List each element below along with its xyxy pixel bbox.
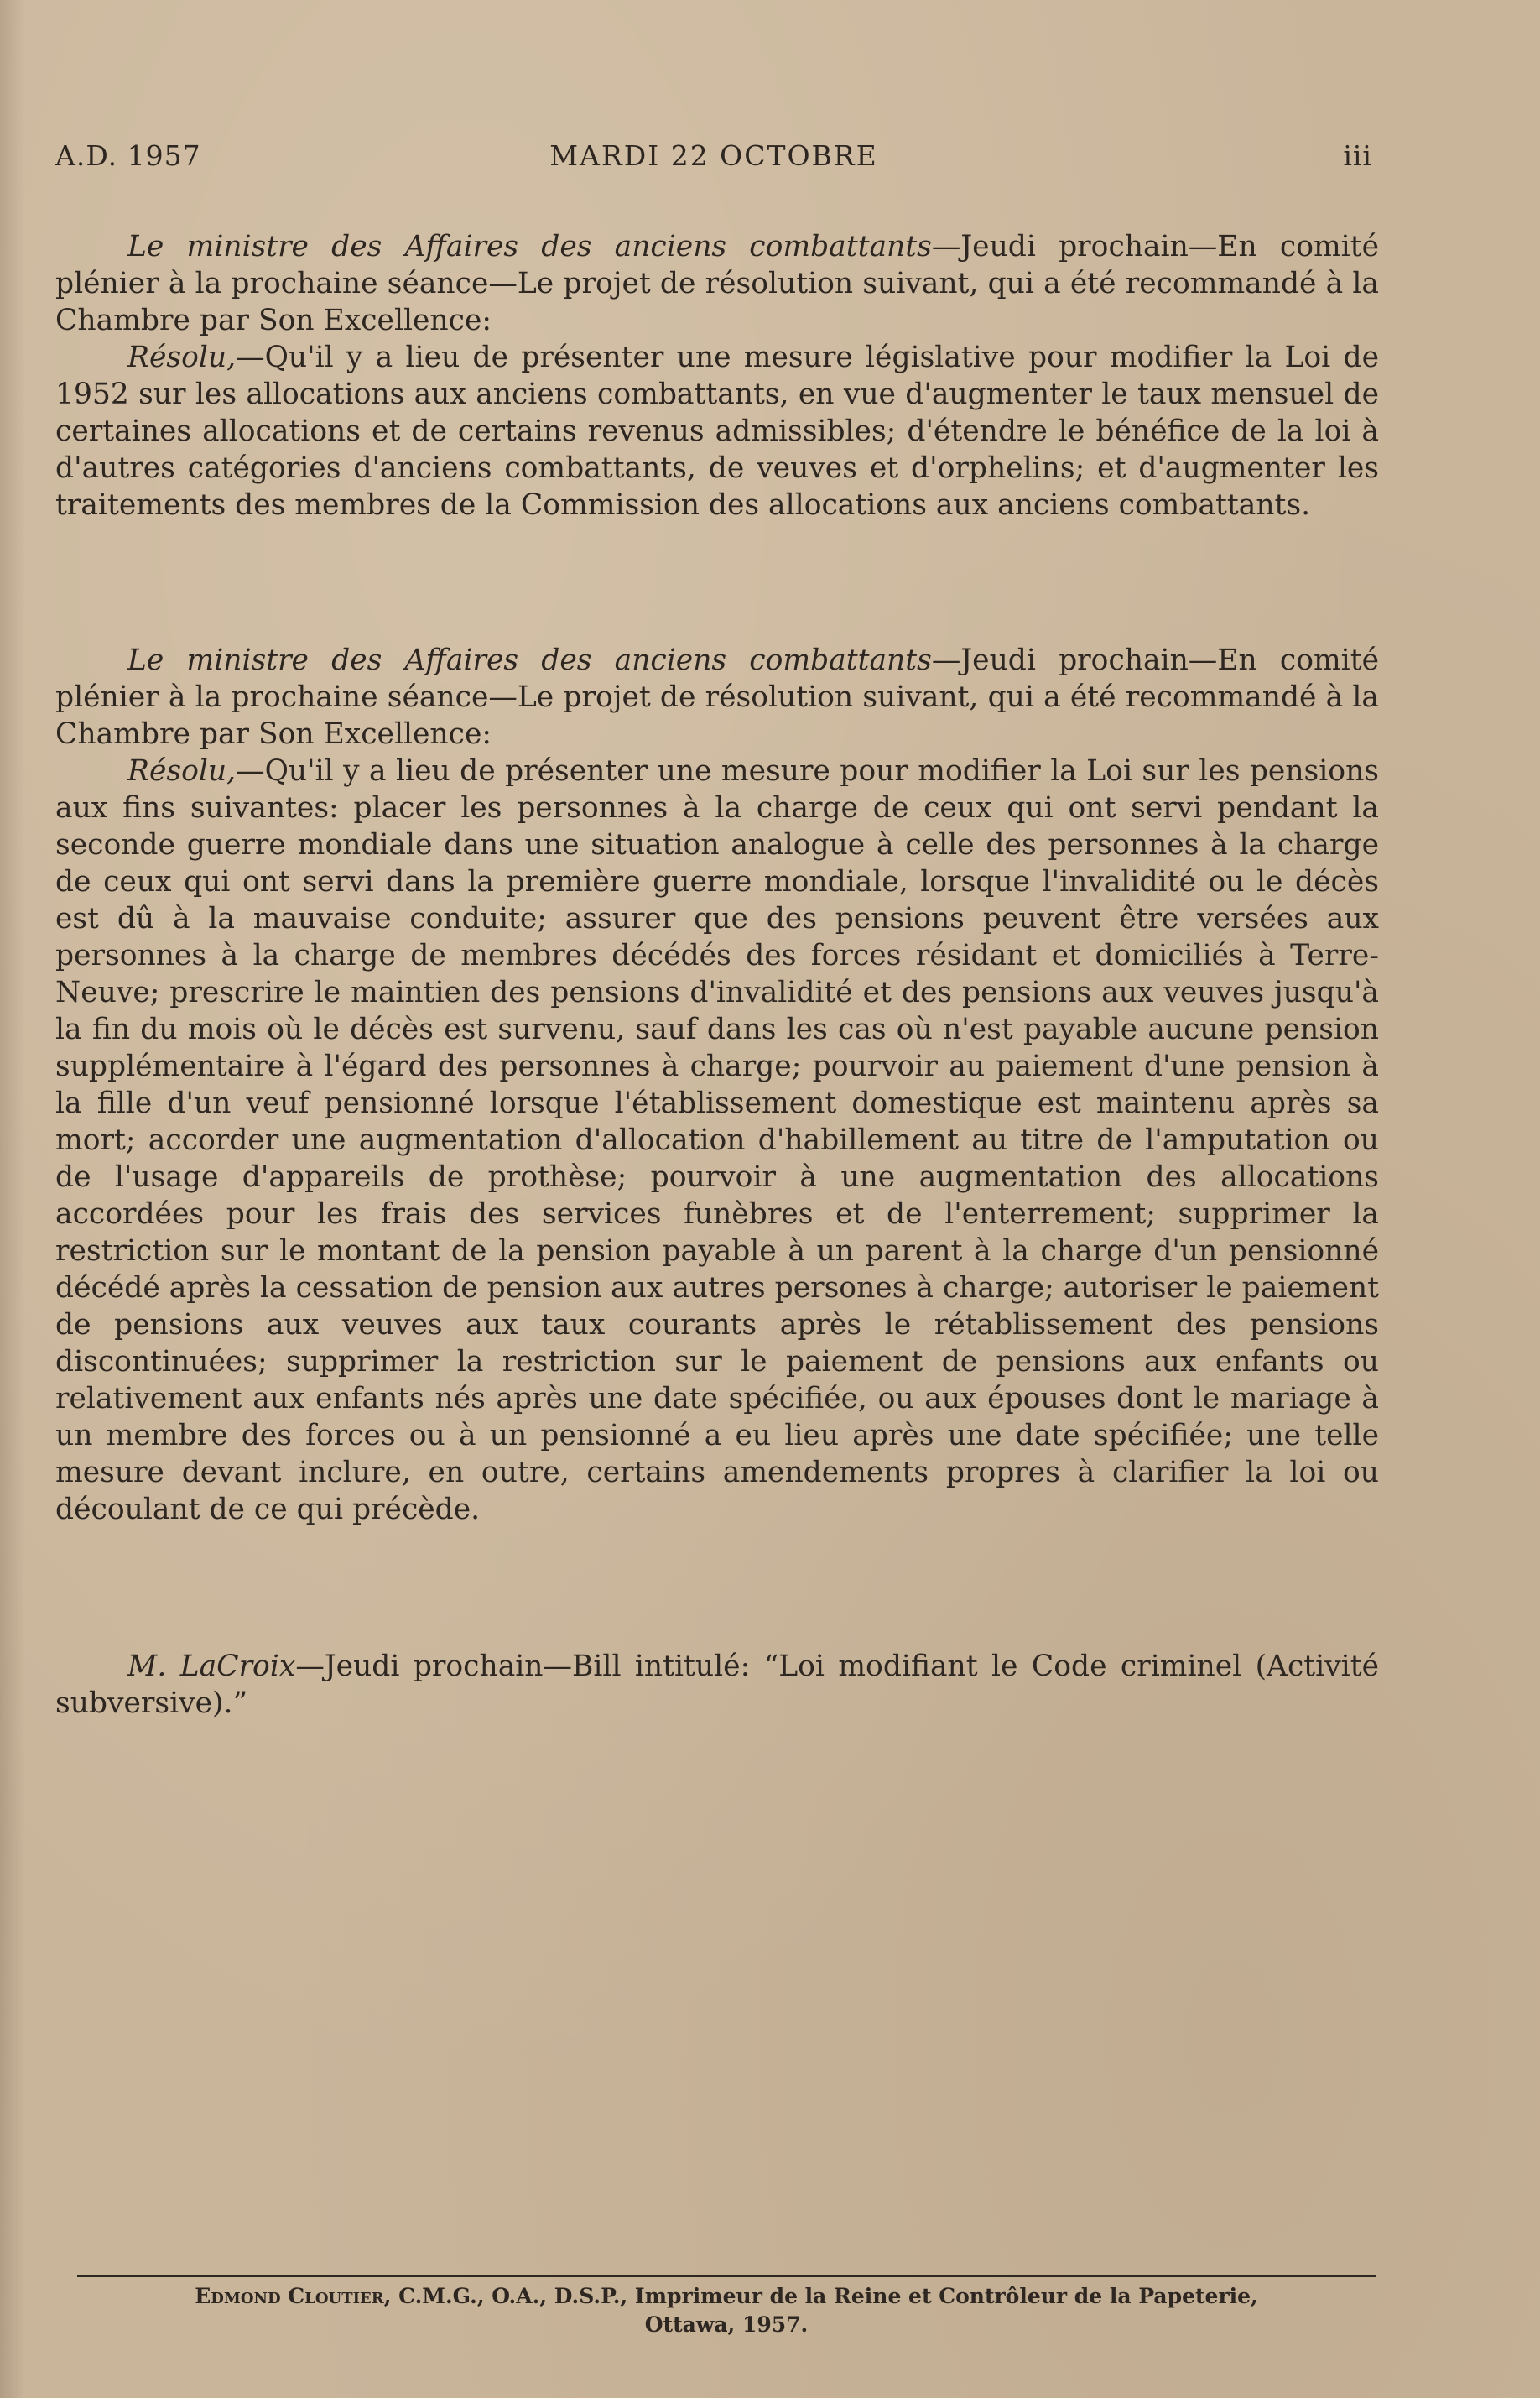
- notice-intro-paragraph: [55, 642, 1379, 753]
- printer-imprint: [77, 2282, 1376, 2339]
- notice-intro-text: —Jeudi prochain—En comité plénier à la prochaine séance—Le projet de résolution suivant, qui a été recommandé à la Chambre par Son Excellence:: [55, 644, 1380, 751]
- notice-criminal-code-bill: [55, 1648, 1379, 1722]
- resolution-lead: Résolu,: [127, 754, 237, 788]
- speaker-name: M. LaCroix: [127, 1650, 296, 1683]
- printer-name: Edmond Cloutier: [195, 2284, 384, 2308]
- speaker-name: Le ministre des Affaires des anciens combattants: [127, 644, 932, 677]
- imprint-line-1: [77, 2282, 1376, 2311]
- imprint-place-date: Ottawa, 1957.: [644, 2312, 809, 2337]
- footer-divider: [77, 2275, 1376, 2277]
- notice-veterans-allowances: [55, 228, 1379, 524]
- printer-details: , C.M.G., O.A., D.S.P., Imprimeur de la Reine et Contrôleur de la Papeterie,: [383, 2284, 1258, 2308]
- bill-text: —Jeudi prochain—Bill intitulé: “Loi modifiant le Code criminel (Activité subversive).”: [55, 1650, 1379, 1720]
- resolution-lead: Résolu,: [127, 341, 237, 374]
- page-header: [55, 139, 1372, 178]
- header-page-number: iii: [1343, 139, 1372, 172]
- speaker-name: Le ministre des Affaires des anciens combattants: [127, 230, 932, 263]
- resolution-paragraph: [55, 753, 1379, 1528]
- resolution-text: —Qu'il y a lieu de présenter une mesure pour modifier la Loi sur les pensions aux fins suivantes: placer les personnes à la charge de ceux qui ont servi pendant la seconde guerre mondiale dans une situation analogue à celle des personnes à la charge de ceux qui ont servi dans la première guerre mondiale, lorsque l'invalidité ou le décès est dû à la mauvaise conduite; assurer que des pensions peuvent être versées aux personnes à la charge de membres décédés des forces résidant et domiciliés à Terre-Neuve; prescrire le maintien des pensions d'invalidité et des pensions aux veuves jusqu'à la fin du mois où le décès est survenu, sauf dans les cas où n'est payable aucune pension supplémentaire à l'égard des personnes à charge; pourvoir au paiement d'une pension à la fille d'un veuf pensionné lorsque l'établissement domestique est maintenu après sa mort; accorder une augmentation d'allocation d'habillement au titre de l'amputation ou de l'usage d'appareils de prothèse; pourvoir à une augmentation des allocations accordées pour les frais des services funèbres et de l'enterrement; supprimer la restriction sur le montant de la pension payable à un parent à la charge d'un pensionné décédé après la cessation de pension aux autres persones à charge; autoriser le paiement de pensions aux veuves aux taux courants après le rétablissement des pensions discontinuées; supprimer la restriction sur le paiement de pensions aux enfants ou relativement aux enfants nés après une date spécifiée, ou aux épouses dont le mariage à un membre des forces ou à un pensionné a eu lieu après une date spécifiée; une telle mesure devant inclure, en outre, certains amendements propres à clarifier la loi ou découlant de ce qui précède.: [55, 754, 1379, 1526]
- resolution-paragraph: [55, 339, 1379, 524]
- header-date: MARDI 22 OCTOBRE: [549, 139, 878, 172]
- notice-intro-text: —Jeudi prochain—En comité plénier à la prochaine séance—Le projet de résolution suivant, qui a été recommandé à la Chambre par Son Excellence:: [55, 230, 1380, 337]
- bill-paragraph: [55, 1648, 1379, 1722]
- header-year: A.D. 1957: [55, 139, 201, 172]
- resolution-text: —Qu'il y a lieu de présenter une mesure législative pour modifier la Loi de 1952 sur les allocations aux anciens combattants, en vue d'augmenter le taux mensuel de certaines allocations et de certains revenus admissibles; d'étendre le bénéfice de la loi à d'autres catégories d'anciens combattants, de veuves et d'orphelins; et d'augmenter les traitements des membres de la Commission des allocations aux anciens combattants.: [55, 341, 1379, 522]
- notice-pension-act: [55, 642, 1379, 1528]
- notice-intro-paragraph: [55, 228, 1379, 339]
